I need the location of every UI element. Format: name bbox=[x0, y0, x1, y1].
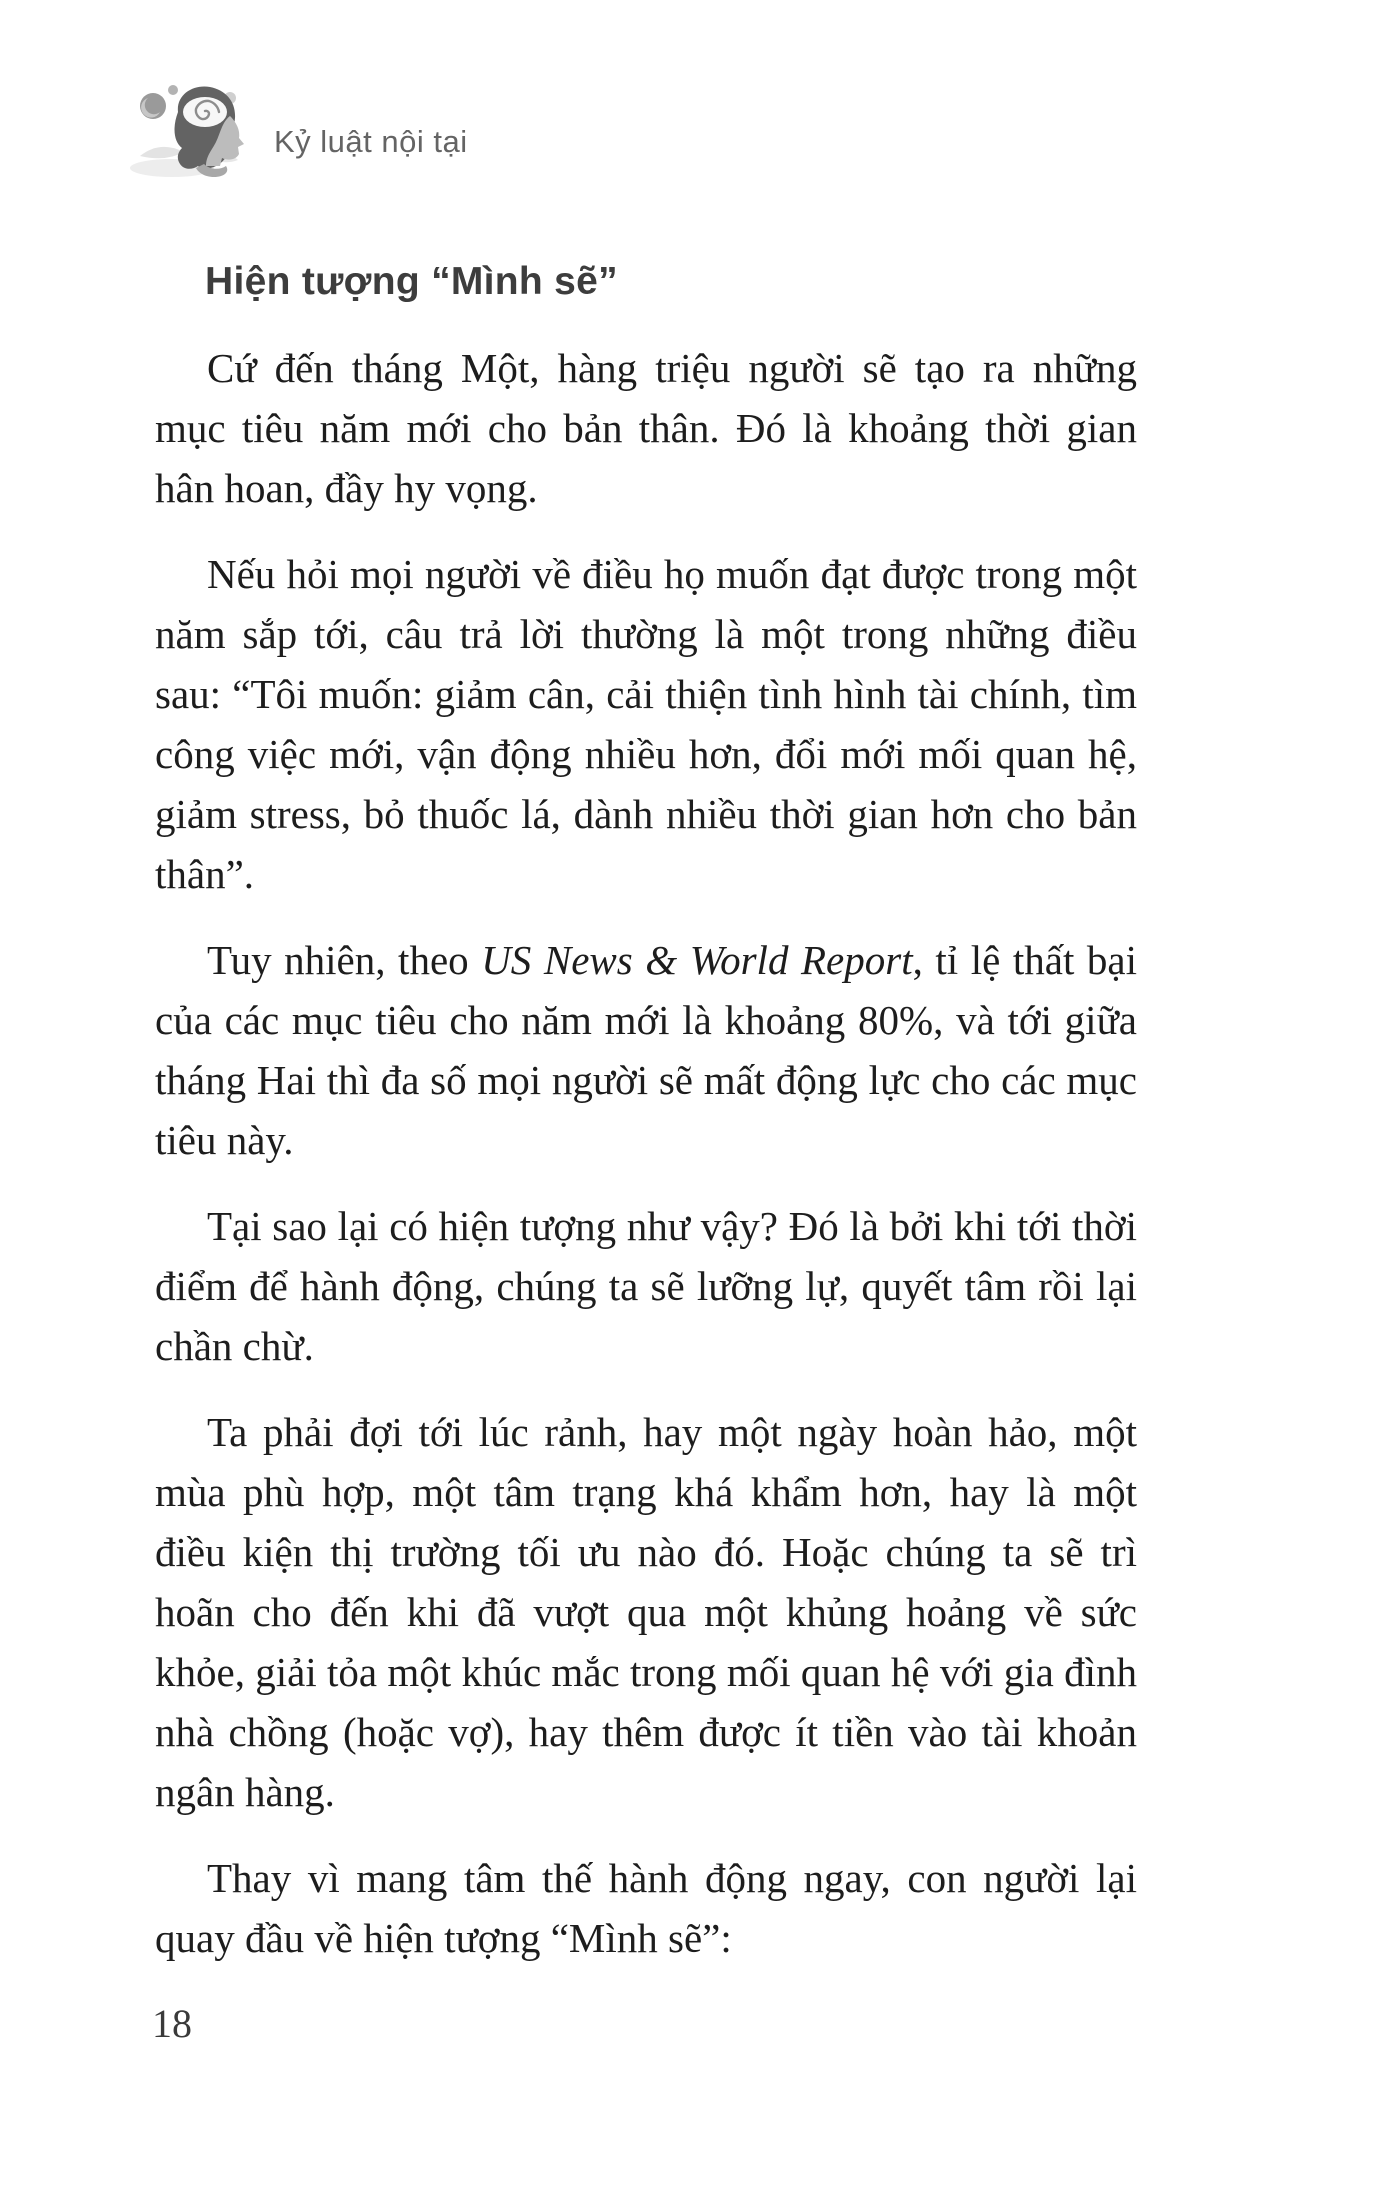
paragraph bbox=[155, 338, 1137, 518]
page-body bbox=[155, 258, 1137, 1994]
paragraph bbox=[155, 1402, 1137, 1822]
running-head-title: Kỷ luật nội tại bbox=[274, 124, 468, 159]
text-segment: Nếu hỏi mọi người về điều họ muốn đạt được trong một năm sắp tới, câu trả lời thường là một trong những điều sau: “Tôi muốn: giảm cân, cải thiện tình hình tài chính, tìm công việc mới, vận động nhiều hơn, đổi mới mối quan hệ, giảm stress, bỏ thuốc lá, dành nhiều thời gian hơn cho bản thân”. bbox=[155, 551, 1137, 897]
text-segment: Ta phải đợi tới lúc rảnh, hay một ngày hoàn hảo, một mùa phù hợp, một tâm trạng khá khẩm hơn, hay là một điều kiện thị trường tối ưu nào đó. Hoặc chúng ta sẽ trì hoãn cho đến khi đã vượt qua một khủng hoảng về sức khỏe, giải tỏa một khúc mắc trong mối quan hệ với gia đình nhà chồng (hoặc vợ), hay thêm được ít tiền vào tài khoản ngân hàng. bbox=[155, 1409, 1137, 1815]
running-header bbox=[126, 78, 468, 178]
paragraph bbox=[155, 1848, 1137, 1968]
text-segment: Cứ đến tháng Một, hàng triệu người sẽ tạo ra những mục tiêu năm mới cho bản thân. Đó là khoảng thời gian hân hoan, đầy hy vọng. bbox=[155, 345, 1137, 511]
section-heading: Hiện tượng “Mình sẽ” bbox=[205, 260, 618, 303]
text-segment: Tại sao lại có hiện tượng như vậy? Đó là bởi khi tới thời điểm để hành động, chúng ta sẽ lưỡng lự, quyết tâm rồi lại chần chừ. bbox=[155, 1203, 1137, 1369]
text-segment: Thay vì mang tâm thế hành động ngay, con người lại quay đầu về hiện tượng “Mình sẽ”: bbox=[155, 1855, 1137, 1961]
text-segment: Tuy nhiên, theo bbox=[207, 937, 482, 983]
paragraph bbox=[155, 544, 1137, 904]
paragraph bbox=[155, 1196, 1137, 1376]
page-number: 18 bbox=[152, 2001, 192, 2046]
woman-head-clock-illustration-icon bbox=[126, 78, 254, 178]
text-segment: , tỉ lệ thất bại của các mục tiêu cho năm mới là khoảng 80%, và tới giữa tháng Hai thì đa số mọi người sẽ mất động lực cho các mục tiêu này. bbox=[155, 937, 1137, 1163]
paragraph bbox=[155, 930, 1137, 1170]
italic-text-segment: US News & World Report bbox=[481, 937, 913, 983]
